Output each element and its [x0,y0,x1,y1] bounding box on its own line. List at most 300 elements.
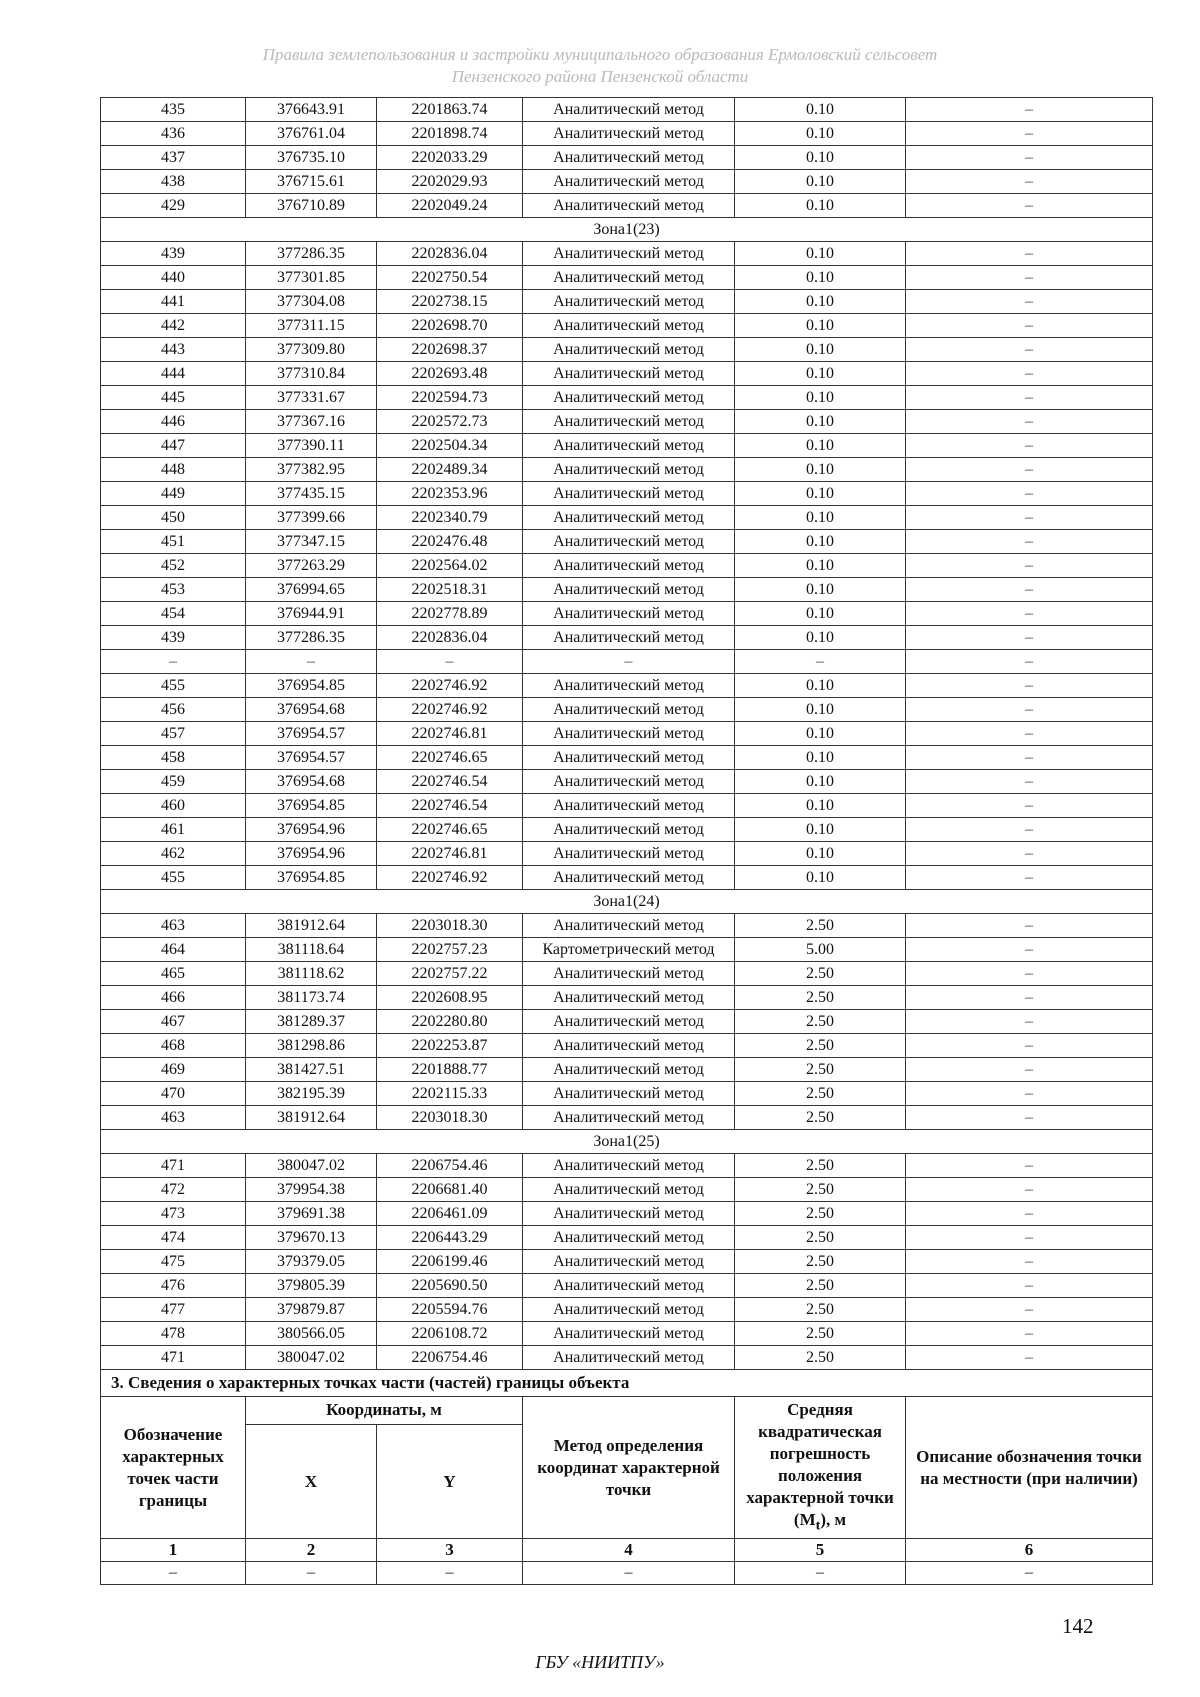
table-cell: 478 [101,1322,246,1346]
table-cell: 2202698.37 [377,338,523,362]
table-row [101,122,1153,146]
table-row [101,1106,1153,1130]
table-cell: – [906,650,1153,674]
table-cell: 2.50 [735,1250,906,1274]
table-cell: 380566.05 [246,1322,377,1346]
table-cell: Аналитический метод [523,386,735,410]
table-cell: 2202280.80 [377,1010,523,1034]
zone-row [101,218,1153,242]
table-row [101,146,1153,170]
table-cell: 376954.85 [246,674,377,698]
table-cell: – [906,1034,1153,1058]
table-cell: 0.10 [735,554,906,578]
table-cell: 376761.04 [246,122,377,146]
table-cell: 457 [101,722,246,746]
table-cell: Аналитический метод [523,698,735,722]
table-cell: – [906,1298,1153,1322]
table-cell: 2.50 [735,1274,906,1298]
table-cell: – [906,1274,1153,1298]
table-cell: 377304.08 [246,290,377,314]
table-cell: – [101,1562,246,1585]
table-cell: 377311.15 [246,314,377,338]
table-cell: 463 [101,914,246,938]
table-cell: 2202746.54 [377,770,523,794]
table-cell: 2202738.15 [377,290,523,314]
table-cell: 0.10 [735,386,906,410]
table-cell: 2202033.29 [377,146,523,170]
table-cell: – [246,650,377,674]
table-cell: 0.10 [735,266,906,290]
coordinates-table-body [101,98,1153,1370]
table-cell: 2202746.92 [377,674,523,698]
table-cell: 462 [101,842,246,866]
table-cell: 463 [101,1106,246,1130]
table-row [101,914,1153,938]
table-cell: 437 [101,146,246,170]
table-cell: Аналитический метод [523,1034,735,1058]
table-row [101,338,1153,362]
section-3 [101,1370,1153,1585]
table-cell: – [906,842,1153,866]
table-cell: Аналитический метод [523,1322,735,1346]
table-cell: – [906,794,1153,818]
column-number: 6 [906,1539,1153,1562]
column-number: 4 [523,1539,735,1562]
table-cell: 2202746.92 [377,866,523,890]
table-cell: 2202608.95 [377,986,523,1010]
table-cell: Аналитический метод [523,266,735,290]
table-cell: – [906,194,1153,218]
table-cell: 461 [101,818,246,842]
table-row [101,986,1153,1010]
col-header-error-sub: t [815,1517,821,1534]
table-cell: – [906,98,1153,122]
table-cell: 439 [101,626,246,650]
table-cell: – [906,1058,1153,1082]
table-cell: Аналитический метод [523,194,735,218]
table-cell: 440 [101,266,246,290]
table-cell: 2202572.73 [377,410,523,434]
table-cell: Аналитический метод [523,506,735,530]
table-cell: 0.10 [735,866,906,890]
table-cell: Аналитический метод [523,626,735,650]
table-cell: 2202564.02 [377,554,523,578]
table-cell: – [906,434,1153,458]
table-cell: Аналитический метод [523,1082,735,1106]
table-cell: 444 [101,362,246,386]
table-cell: – [906,1322,1153,1346]
table-cell: 0.10 [735,170,906,194]
table-cell: – [906,578,1153,602]
table-cell: – [906,746,1153,770]
table-cell: 2.50 [735,1010,906,1034]
table-cell: 469 [101,1058,246,1082]
table-cell: – [906,554,1153,578]
table-cell: 2.50 [735,1154,906,1178]
table-cell: – [906,1250,1153,1274]
table-cell: Аналитический метод [523,314,735,338]
table-cell: Аналитический метод [523,530,735,554]
table-cell: 377382.95 [246,458,377,482]
table-cell: 380047.02 [246,1346,377,1370]
table-cell: 377347.15 [246,530,377,554]
table-row [101,1274,1153,1298]
table-cell: 377286.35 [246,242,377,266]
table-row [101,1250,1153,1274]
table-cell: – [523,1562,735,1585]
table-cell: 2206108.72 [377,1322,523,1346]
table-row [101,938,1153,962]
table-cell: 377331.67 [246,386,377,410]
table-cell: 464 [101,938,246,962]
table-cell: 2201888.77 [377,1058,523,1082]
table-cell: 381118.64 [246,938,377,962]
table-row [101,1346,1153,1370]
table-cell: 376954.57 [246,746,377,770]
table-cell: 435 [101,98,246,122]
table-row [101,962,1153,986]
table-cell: 0.10 [735,698,906,722]
table-cell: 376735.10 [246,146,377,170]
header-line-1: Правила землепользования и застройки муниципального образования Ермоловский сельсовет [262,45,938,64]
table-cell: 379805.39 [246,1274,377,1298]
table-cell: 2.50 [735,1106,906,1130]
col-header-coordinates: Координаты, м [246,1397,523,1425]
table-cell: – [906,242,1153,266]
table-cell: 2201898.74 [377,122,523,146]
table-cell: Аналитический метод [523,866,735,890]
table-row [101,602,1153,626]
table-cell: 376954.85 [246,866,377,890]
table-cell: 459 [101,770,246,794]
table-row [101,626,1153,650]
table-cell: 5.00 [735,938,906,962]
table-cell: 376643.91 [246,98,377,122]
table-cell: 377286.35 [246,626,377,650]
table-cell: – [246,1562,377,1585]
table-cell: 376954.96 [246,842,377,866]
table-row [101,1298,1153,1322]
table-cell: 472 [101,1178,246,1202]
page-number: 142 [1062,1614,1094,1638]
table-row [101,1058,1153,1082]
table-cell: 441 [101,290,246,314]
table-cell: 0.10 [735,578,906,602]
table-cell: 467 [101,1010,246,1034]
table-cell: – [377,650,523,674]
table-cell: 2202504.34 [377,434,523,458]
table-row [101,98,1153,122]
table-cell: 449 [101,482,246,506]
table-row [101,818,1153,842]
table-cell: 381912.64 [246,914,377,938]
table-cell: – [906,722,1153,746]
table-cell: – [735,1562,906,1585]
table-cell: 2.50 [735,986,906,1010]
table-cell: 454 [101,602,246,626]
table-cell: Аналитический метод [523,482,735,506]
table-cell: – [906,362,1153,386]
document-footer: ГБУ «НИИТПУ» [535,1652,665,1672]
table-cell: Аналитический метод [523,1202,735,1226]
table-cell: – [906,1010,1153,1034]
table-cell: – [906,866,1153,890]
table-cell: – [906,410,1153,434]
table-cell: 0.10 [735,314,906,338]
col-header-error [735,1397,906,1539]
table-cell: 0.10 [735,530,906,554]
table-cell: 376954.85 [246,794,377,818]
table-row [101,1322,1153,1346]
zone-label: Зона1(23) [101,218,1153,242]
table-cell: – [906,530,1153,554]
column-number: 3 [377,1539,523,1562]
table-cell: – [906,1346,1153,1370]
table-cell: 0.10 [735,482,906,506]
table-cell: 2202746.65 [377,818,523,842]
table-cell: 0.10 [735,122,906,146]
table-cell: 381118.62 [246,962,377,986]
table-cell: 2202049.24 [377,194,523,218]
table-row [101,794,1153,818]
table-cell: 0.10 [735,338,906,362]
empty-data-row [101,1562,1153,1585]
table-cell: – [906,122,1153,146]
table-cell: 2202353.96 [377,482,523,506]
table-cell: 0.10 [735,746,906,770]
table-cell: 2202746.81 [377,722,523,746]
table-cell: 2206443.29 [377,1226,523,1250]
table-cell: Аналитический метод [523,242,735,266]
table-cell: Аналитический метод [523,434,735,458]
col-header-method: Метод определения координат характерной точки [523,1397,735,1539]
table-cell: 2202746.81 [377,842,523,866]
table-cell: 2206754.46 [377,1154,523,1178]
table-row [101,482,1153,506]
table-row [101,554,1153,578]
table-cell: 2202757.22 [377,962,523,986]
table-cell: 2202746.54 [377,794,523,818]
table-cell: 2.50 [735,1322,906,1346]
table-cell: – [906,1562,1153,1585]
table-cell: – [906,386,1153,410]
table-row [101,722,1153,746]
table-cell: Аналитический метод [523,1010,735,1034]
table-cell: 377390.11 [246,434,377,458]
table-cell: 429 [101,194,246,218]
table-cell: 474 [101,1226,246,1250]
table-cell: Аналитический метод [523,722,735,746]
table-cell: 2202836.04 [377,242,523,266]
table-cell: Аналитический метод [523,674,735,698]
table-cell: 2203018.30 [377,914,523,938]
table-cell: 376954.68 [246,698,377,722]
table-cell: 2202476.48 [377,530,523,554]
table-cell: 0.10 [735,770,906,794]
table-cell: Аналитический метод [523,578,735,602]
table-cell: 471 [101,1346,246,1370]
table-cell: 376954.57 [246,722,377,746]
table-cell: 2202340.79 [377,506,523,530]
table-row [101,194,1153,218]
table-cell: Аналитический метод [523,458,735,482]
table-cell: Аналитический метод [523,986,735,1010]
table-cell: Аналитический метод [523,554,735,578]
zone-row [101,890,1153,914]
table-cell: 2206681.40 [377,1178,523,1202]
table-cell: 2.50 [735,1202,906,1226]
table-cell: 460 [101,794,246,818]
table-cell: Аналитический метод [523,1154,735,1178]
table-cell: 439 [101,242,246,266]
table-row [101,410,1153,434]
table-row [101,170,1153,194]
table-cell: – [377,1562,523,1585]
table-cell: Аналитический метод [523,170,735,194]
table-cell: 376954.68 [246,770,377,794]
table-cell: Аналитический метод [523,338,735,362]
zone-label: Зона1(24) [101,890,1153,914]
table-cell: – [523,650,735,674]
table-cell: 0.10 [735,674,906,698]
table-cell: – [906,1154,1153,1178]
table-cell: Аналитический метод [523,794,735,818]
table-cell: Аналитический метод [523,122,735,146]
table-row [101,578,1153,602]
table-cell: – [906,674,1153,698]
table-cell: 381427.51 [246,1058,377,1082]
table-cell: 0.10 [735,458,906,482]
table-cell: 379691.38 [246,1202,377,1226]
table-cell: Аналитический метод [523,1106,735,1130]
table-cell: 0.10 [735,602,906,626]
table-cell: 442 [101,314,246,338]
table-cell: Аналитический метод [523,1274,735,1298]
table-cell: 0.10 [735,410,906,434]
table-cell: 0.10 [735,626,906,650]
table-row [101,362,1153,386]
table-cell: 0.10 [735,818,906,842]
table-cell: 465 [101,962,246,986]
table-row [101,770,1153,794]
table-cell: Аналитический метод [523,962,735,986]
col-header-error-text: Средняя квадратическая погрешность положения характерной точки (M [746,1400,894,1529]
table-cell: – [906,1178,1153,1202]
table-cell: 2202489.34 [377,458,523,482]
table-cell: – [906,818,1153,842]
table-row [101,674,1153,698]
table-cell: 0.10 [735,146,906,170]
table-row [101,242,1153,266]
table-cell: 475 [101,1250,246,1274]
table-cell: 2205690.50 [377,1274,523,1298]
table-row [101,290,1153,314]
table-cell: 2.50 [735,962,906,986]
table-row [101,506,1153,530]
table-cell: – [906,986,1153,1010]
table-cell: Аналитический метод [523,602,735,626]
table-cell: 455 [101,674,246,698]
table-cell: 0.10 [735,722,906,746]
table-cell: 445 [101,386,246,410]
table-cell: 381298.86 [246,1034,377,1058]
column-numbers-row [101,1539,1153,1562]
table-cell: 471 [101,1154,246,1178]
table-cell: 470 [101,1082,246,1106]
table-cell: 0.10 [735,98,906,122]
table-cell: 468 [101,1034,246,1058]
table-cell: 379670.13 [246,1226,377,1250]
table-row [101,1202,1153,1226]
table-cell: 466 [101,986,246,1010]
table-cell: – [101,650,246,674]
table-cell: – [906,338,1153,362]
table-cell: 0.10 [735,794,906,818]
table-cell: 436 [101,122,246,146]
table-row [101,698,1153,722]
table-cell: 476 [101,1274,246,1298]
table-cell: Аналитический метод [523,1058,735,1082]
table-cell: – [906,914,1153,938]
table-cell: 2205594.76 [377,1298,523,1322]
table-cell: 381289.37 [246,1010,377,1034]
table-cell: 2202693.48 [377,362,523,386]
table-cell: 438 [101,170,246,194]
table-cell: 376994.65 [246,578,377,602]
table-cell: 2201863.74 [377,98,523,122]
document-header [0,44,1200,88]
table-row [101,1154,1153,1178]
zone-label: Зона1(25) [101,1130,1153,1154]
table-cell: 477 [101,1298,246,1322]
table-cell: 455 [101,866,246,890]
table-cell: – [906,1082,1153,1106]
table-cell: 2.50 [735,1298,906,1322]
table-cell: 0.10 [735,842,906,866]
table-cell: Картометрический метод [523,938,735,962]
table-cell: 2206199.46 [377,1250,523,1274]
table-cell: 2203018.30 [377,1106,523,1130]
table-cell: 376944.91 [246,602,377,626]
table-cell: 2.50 [735,914,906,938]
col-header-y: Y [377,1424,523,1539]
table-cell: 2.50 [735,1226,906,1250]
table-cell: – [906,314,1153,338]
table-cell: 0.10 [735,290,906,314]
table-cell: 2202836.04 [377,626,523,650]
table-cell: 377399.66 [246,506,377,530]
table-cell: 456 [101,698,246,722]
table-row [101,650,1153,674]
table-cell: Аналитический метод [523,1226,735,1250]
header-line-2: Пензенского района Пензенской области [451,67,749,86]
table-cell: 376954.96 [246,818,377,842]
table-row [101,266,1153,290]
section-3-title: 3. Сведения о характерных точках части (частей) границы объекта [101,1370,1153,1397]
col-header-error-unit: ), м [820,1510,847,1529]
col-header-point-designation: Обозначение характерных точек части границы [101,1397,246,1539]
table-cell: Аналитический метод [523,98,735,122]
table-cell: – [906,482,1153,506]
table-cell: 379879.87 [246,1298,377,1322]
table-cell: Аналитический метод [523,770,735,794]
table-row [101,458,1153,482]
table-row [101,746,1153,770]
table-cell: 453 [101,578,246,602]
table-cell: – [906,1202,1153,1226]
table-row [101,1178,1153,1202]
table-row [101,530,1153,554]
